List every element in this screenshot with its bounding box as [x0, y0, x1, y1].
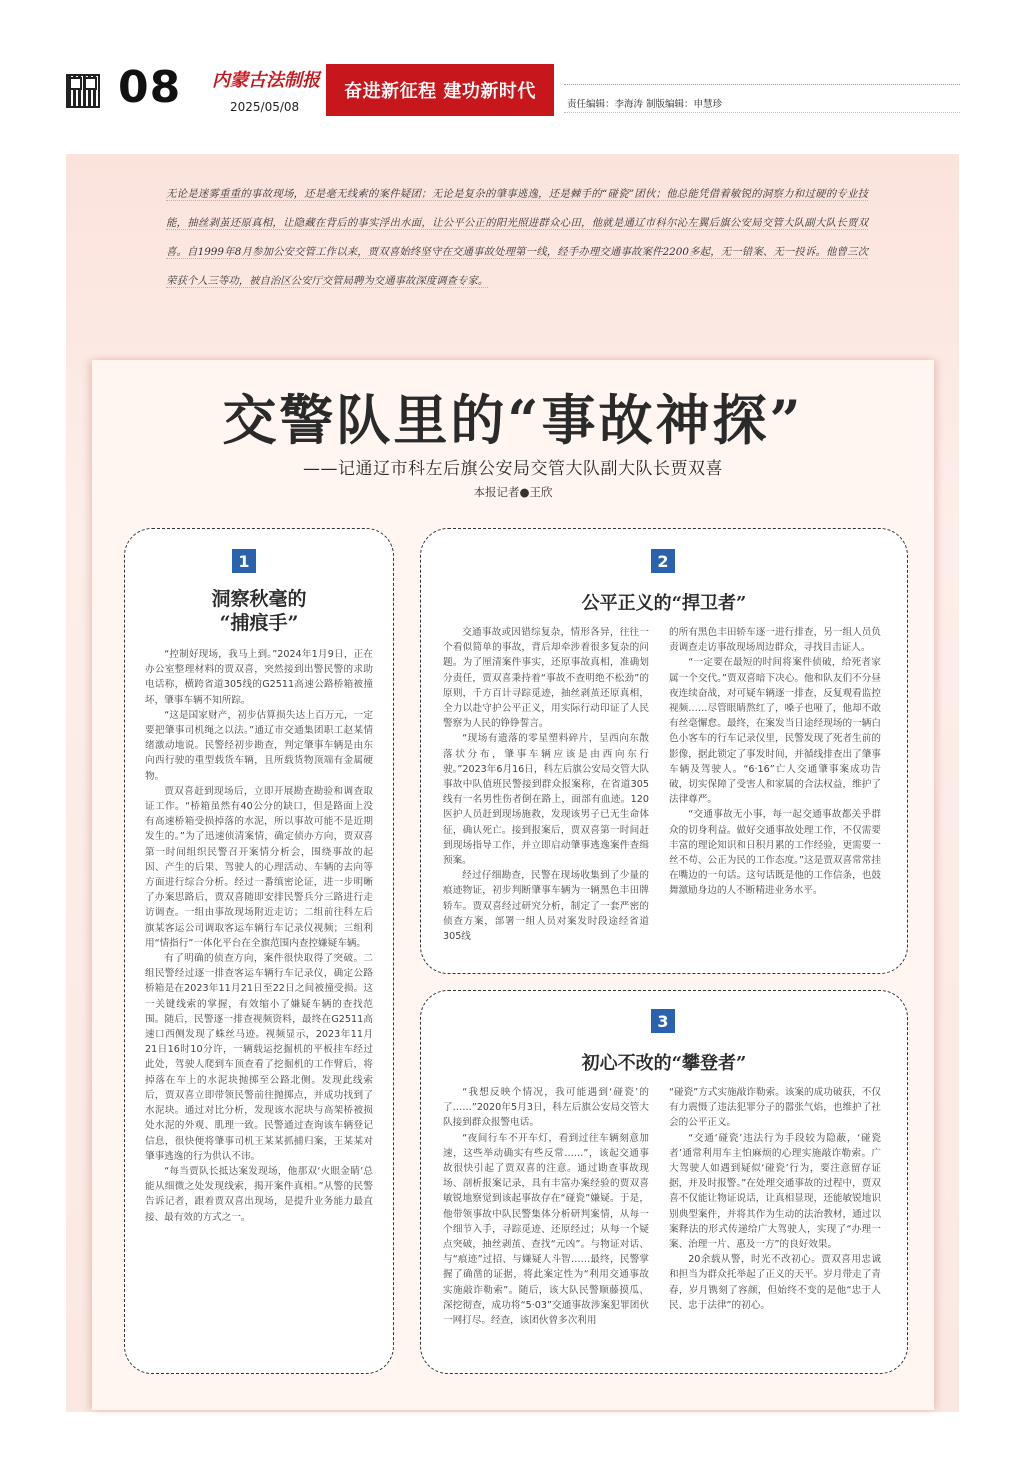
section-box-2: [420, 528, 908, 974]
paragraph: 20余载从警，时光不改初心。贾双喜用忠诚和担当为群众托举起了正义的天平。岁月带走了青春，岁月镌刻了容颜，但始终不变的是他“忠于人民、忠于法律”的初心。: [669, 1254, 881, 1311]
page-number: 08: [118, 62, 182, 113]
lead-paragraph: 无论是迷雾重重的事故现场，还是毫无线索的案件疑团；无论是复杂的肇事逃逸，还是棘手的“碰瓷”团伙；他总能凭借着敏锐的洞察力和过硬的专业技能，抽丝剥茧还原真相，让隐藏在背后的事实浮出水面，让公平公正的阳光照进群众心田，他就是通辽市科尔沁左翼后旗公安局交管大队副大队长贾双喜。自1999年8月参加公安交管工作以来，贾双喜始终坚守在交通事故处理第一线，经手办理交通事故案件2200多起，无一错案、无一投诉。他曾三次荣获个人三等功，被自治区公安厅交管局聘为交通事故深度调查专家。: [166, 188, 868, 287]
paragraph: “一定要在最短的时间将案件侦破，给死者家属一个交代。”贾双喜暗下决心。他和队友们不分昼夜连续奋战，对可疑车辆逐一排查，反复观看监控视频……尽管眼睛熬红了，嗓子也哑了，他却不敢有丝毫懈怠。最终，在案发当日途经现场的一辆白色小客车的行车记录仪里，民警发现了死者生前的影像，据此锁定了事发时间，并循线排查出了肇事车辆及驾驶人。“6·16”亡人交通肇事案成功告破，切实保障了受害人和家属的合法权益，维护了法律尊严。: [669, 657, 881, 806]
column-banner: 奋进新征程 建功新时代: [326, 64, 554, 116]
divider: [564, 112, 960, 113]
paragraph: “碰瓷”方式实施敲诈勒索。该案的成功破获，不仅有力震慑了违法犯罪分子的嚣张气焰，也维护了社会的公平正义。: [669, 1087, 881, 1129]
section-body: [145, 647, 373, 1225]
paragraph: “交通‘碰瓷’违法行为手段较为隐蔽，‘碰瓷者’通常利用车主怕麻烦的心理实施敲诈勒索。广大驾驶人如遇到疑似‘碰瓷’行为，要注意留存证据，并及时报警。”在处理交通事故的过程中，贾双喜不仅能让物证说话，让真相显现，还能敏锐地识别典型案件，并将其作为生动的法治教材，通过以案释法的形式传递给广大驾驶人，实现了“办理一案、治理一片、惠及一方”的良好效果。: [669, 1132, 881, 1251]
section-heading-line: 洞察秋毫的: [211, 588, 307, 610]
issue-date: 2025/05/08: [230, 100, 300, 114]
section-heading-line: “捕痕手”: [219, 612, 299, 634]
paragraph: “夜间行车不开车灯，看到过往车辆刻意加速，这些举动确实有些反常……”，该起交通事故很快引起了贾双喜的注意。通过勘查事故现场、剖析报案记录，具有丰富办案经验的贾双喜敏锐地察觉到该起事故存在“碰瓷”嫌疑。于是，他带领事故中队民警集体分析研判案情，从每一个细节入手，寻踪觅迹、还原经过；从每一个疑点突破，抽丝剥茧、查找“元凶”。与物证对话、与“痕迹”过招、与嫌疑人斗智……最终，民警掌握了确凿的证据，将此案定性为“利用交通事故实施敲诈勒索”。随后，该大队民警顺藤摸瓜、深挖彻查，成功将“5·03”交通事故涉案犯罪团伙一网打尽。经查，该团伙曾多次利用: [443, 1132, 649, 1327]
paragraph: 经过仔细勘查，民警在现场收集到了少量的痕迹物证，初步判断肇事车辆为一辆黑色丰田牌轿车。贾双喜经过研究分析，制定了一套严密的侦查方案，部署一组人员对案发时段途经省道305线: [443, 870, 649, 943]
paragraph: 有了明确的侦查方向，案件很快取得了突破。二组民警经过逐一排查客运车辆行车记录仪，确定公路桥箱是在2023年11月21日至22日之间被撞受损。这一关键线索的掌握，有效缩小了嫌疑车辆的查找范围。随后，民警逐一排查视频资料，最终在G2511高速口西侧发现了蛛丝马迹。视频显示，2023年11月21日16时10分许，一辆载运挖掘机的平板挂车经过此处，驾驶人爬到车顶查看了挖掘机的工作臂后，将掉落在车上的水泥块抛掷至公路北侧。发现此线索后，贾双喜立即带领民警前往抛掷点，并成功找到了水泥块。通过对比分析，发现该水泥块与高架桥被损处水泥的外观、肌理一致。民警通过查询该车辆登记信息，很快便将肇事司机王某某抓捕归案，王某某对肇事逃逸的行为供认不讳。: [145, 953, 373, 1162]
section-heading: 公平正义的“捍卫者”: [581, 593, 747, 614]
paragraph: “每当贾队长抵达案发现场，他那双‘火眼金睛’总能从细微之处发现线索，揭开案件真相。”从警的民警告诉记者，跟着贾双喜出现场，是提升业务能力最直接、最有效的方式之一。: [145, 1165, 373, 1223]
section-body-right: [669, 1085, 881, 1313]
paragraph: “交通事故无小事，每一起交通事故都关乎群众的切身利益。做好交通事故处理工作，不仅需要丰富的理论知识和日积月累的工作经验，更需要一丝不苟、公正为民的工作态度。”这是贾双喜常常挂在嘴边的一句话。这句话既是他的工作信条，也鼓舞激励身边的人不断精进业务水平。: [669, 809, 881, 897]
article-title: 交警队里的“事故神探”: [222, 388, 804, 452]
section-number-badge: 3: [651, 1009, 675, 1033]
paragraph: “控制好现场，我马上到。”2024年1月9日，正在办公室整理材料的贾双喜，突然接到出警民警的求助电话称，横跨省道305线的G2511高速公路桥箱被撞坏，肇事车辆不知所踪。: [145, 649, 373, 706]
byline: 本报记者●王欣: [473, 485, 553, 499]
divider: [564, 84, 960, 85]
article-subtitle: ——记通辽市科左后旗公安局交管大队副大队长贾双喜: [303, 459, 723, 479]
paragraph: “这是国家财产，初步估算损失达上百万元，一定要把肇事司机绳之以法。”通辽市交通集团职工赵某情绪激动地说。民警经初步勘查，判定肇事车辆是由东向西行驶的重型载货车辆，且所载货物顶端有金属硬物。: [145, 709, 373, 782]
section-box-3: [420, 990, 908, 1374]
section-number-badge: 2: [651, 549, 675, 573]
paragraph: 贾双喜赶到现场后，立即开展勘查勘验和调查取证工作。“桥箱虽然有40公分的缺口，但是路面上没有高速桥箱受损掉落的水泥，所以事故可能不是近期发生的。”为了迅速侦清案情，确定侦办方向，贾双喜第一时间组织民警召开案情分析会，围绕事故的起因、产生的后果、驾驶人的心理活动、车辆的去向等方面进行综合分析。经过一番缜密论证，进一步明晰了办案思路后，贾双喜随即安排民警兵分三路进行走访调查。一组由事故现场附近走访；二组前往科左后旗某客运公司调取客运车辆行车记录仪视频；三组利用“情指行”一体化平台在全旗范围内查控嫌疑车辆。: [145, 785, 373, 949]
paragraph: 的所有黑色丰田轿车逐一进行排查，另一组人员负责调查走访事故现场周边群众，寻找目击证人。: [669, 627, 881, 654]
section-number-badge: 1: [232, 549, 256, 573]
section-body-left: [443, 1085, 649, 1328]
section-heading: 初心不改的“攀登者”: [581, 1053, 747, 1074]
newspaper-masthead: 内蒙古法制报: [212, 70, 320, 91]
section-body-left: [443, 625, 649, 944]
section-heading: [125, 587, 393, 635]
paragraph: “现场有遗落的零星塑料碎片，呈西向东散落状分布，肇事车辆应该是由西向东行驶。”2023年6月16日，科左后旗公安局交管大队事故中队值班民警接到群众报案称，在省道305线有一名男性伤者倒在路上，面部有血迹。120医护人员赶到现场施救，发现该男子已无生命体征，确认死亡。接到报案后，贾双喜第一时间赶到现场指导工作，并立即启动肇事逃逸案件查缉预案。: [443, 733, 649, 867]
section-body-right: [669, 625, 881, 899]
qr-code-icon: [66, 74, 100, 108]
paragraph: “我想反映个情况，我可能遇到‘碰瓷’的了……”2020年5月3日，科左后旗公安局交管大队接到群众报警电话。: [443, 1087, 649, 1129]
editor-credits: 责任编辑：李海涛 制版编辑：申慧珍: [567, 99, 723, 110]
paragraph: 交通事故或因错综复杂，情形各异，往往一个看似简单的事故，背后却牵涉着很多复杂的问题。为了厘清案件事实，还原事故真相，准确划分责任，贾双喜秉持着“事故不查明绝不松劲”的原则，千方百计寻踪觅迹，抽丝剥茧还原真相，全力以赴守护公平正义，用实际行动印证了人民警察为人民的铮铮誓言。: [443, 627, 649, 730]
section-box-1: [124, 528, 394, 1374]
